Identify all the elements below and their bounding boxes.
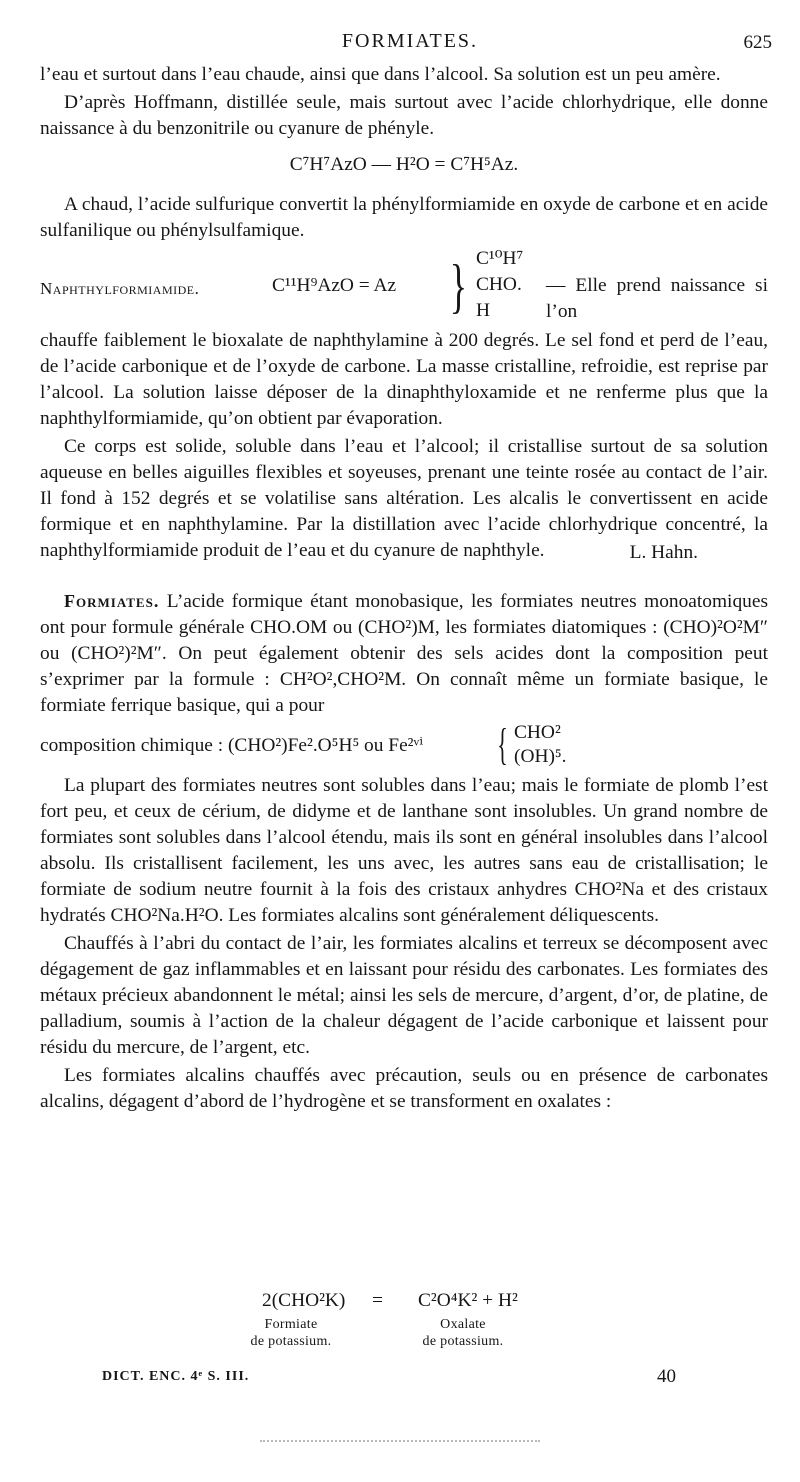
- running-title: FORMIATES.: [341, 30, 479, 52]
- paragraph: Ce corps est solide, soluble dans l’eau et l’alcool; il cristallise surtout de sa solution aqueuse en belles aiguilles flexibles et soyeuses, prenant une teinte rosée au contact de l’air. Il fond à 152 degrés et se volatilise sans altération. Les alcalis le convertissent en acide formique et en naphthylamine. Par la distillation avec l’acide chlorhydrique concentré, la naphthylformiamide produit de l’eau et du cyanure de naphthyle.: [40, 436, 768, 561]
- naphthylformiamide-entry: [40, 246, 768, 328]
- page-header: [40, 30, 780, 58]
- formula-group: C¹⁰H⁷: [476, 248, 524, 269]
- equation-sign: =: [372, 1290, 383, 1311]
- entry-intro-text: — Elle prend naissance si l’on: [546, 275, 768, 322]
- brace: {: [497, 720, 508, 769]
- equation-left: 2(CHO²K): [262, 1290, 346, 1311]
- formula-group: CHO²: [514, 722, 561, 743]
- brace: }: [449, 253, 468, 319]
- formula-benzonitrile: C⁷H⁷AzO — H²O = C⁷H⁵Az.: [289, 154, 519, 175]
- caption-line: de potassium.: [250, 1334, 332, 1349]
- paragraph: Chauffés à l’abri du contact de l’air, les formiates alcalins et terreux se décomposent avec dégagement de gaz inflammables et en laissant pour résidu des carbonates. Les formiates des métaux précieux abandonnent le métal; ainsi les sels de mercure, d’argent, d’or, de platine, de palladium, soumis à l’action de la chaleur dégagent de l’acide carbonique et laissent pour résidu du mercure, de l’argent, etc.: [40, 933, 768, 1058]
- footer-sheet-number: 40: [657, 1366, 676, 1387]
- entry-formula: C¹¹H⁹AzO = Az: [272, 275, 397, 296]
- composition-text: composition chimique : (CHO²)Fe².O⁵H⁵ ou Fe²ᵛⁱ: [40, 735, 424, 756]
- section-heading: Formiates.: [64, 591, 160, 611]
- oxalate-equation: [220, 1290, 540, 1354]
- section-text: L’acide formique étant monobasique, les formiates neutres monoatomiques ont pour formule générale CHO.OM ou (CHO²)M, les formiates diatomiques : (CHO)²O²M″ ou (CHO²)²M″. On peut également obtenir des sels acides dont la composition peut s’exprimer par la formule : CH²O²,CHO²M. On connaît même un formiate basique, le formiate ferrique basique, qui a pour: [40, 591, 768, 716]
- formula-group: CHO.: [476, 274, 522, 295]
- entry-heading: Naphthylformiamide.: [40, 279, 200, 298]
- bleed-marks: [260, 1440, 540, 1448]
- formula-group: (OH)⁵.: [514, 746, 567, 767]
- section-formiates: [40, 588, 768, 719]
- paragraph: D’après Hoffmann, distillée seule, mais surtout avec l’acide chlorhydrique, elle donne naissance à du benzonitrile ou cyanure de phényle.: [40, 92, 768, 139]
- footer-signature: DICT. ENC. 4ᵉ S. III.: [102, 1369, 250, 1384]
- author-signature: L. Hahn.: [629, 542, 698, 563]
- caption-oxalate: [398, 1316, 528, 1350]
- body-text: [40, 62, 768, 1117]
- paragraph: A chaud, l’acide sulfurique convertit la phénylformiamide en oxyde de carbone et en acide sulfanilique ou phénylsulfamique.: [40, 194, 768, 241]
- caption-formiate: [226, 1316, 356, 1350]
- caption-line: de potassium.: [422, 1334, 504, 1349]
- page-number: 625: [743, 32, 772, 53]
- paragraph: chauffe faiblement le bioxalate de naphthylamine à 200 degrés. Le sel fond et perd de l’eau, de l’acide carbonique et de l’oxyde de carbone. La masse cristalline, refroidie, est reprise par l’alcool. La solution laisse déposer de la dinaphthyloxamide et ne renferme plus que la naphthylformiamide, qu’on obtient par évaporation.: [40, 330, 768, 429]
- formula-groups: [514, 721, 567, 769]
- caption-line: Oxalate: [440, 1317, 486, 1332]
- formula-groups: [476, 246, 523, 324]
- composition-line: [40, 721, 768, 773]
- paragraph: l’eau et surtout dans l’eau chaude, ainsi que dans l’alcool. Sa solution est un peu amère.: [40, 64, 721, 85]
- formula-group: H: [476, 300, 491, 321]
- equation-right: C²O⁴K² + H²: [418, 1290, 518, 1311]
- paragraph: Les formiates alcalins chauffés avec précaution, seuls ou en présence de carbonates alcalins, dégagent d’abord de l’hydrogène et se transforment en oxalates :: [40, 1065, 768, 1112]
- paragraph: La plupart des formiates neutres sont solubles dans l’eau; mais le formiate de plomb l’est fort peu, et ceux de cérium, de didyme et de lanthane sont insolubles. Un grand nombre de formiates sont solubles dans l’alcool étendu, mais ils sont en général insolubles dans l’alcool absolu. Ils cristallisent facilement, les uns avec, les autres sans eau de cristallisation; le formiate de sodium neutre fournit à la fois des cristaux anhydres CHO²Na et des cristaux hydratés CHO²Na.H²O. Les formiates alcalins sont généralement déliquescents.: [40, 775, 768, 926]
- caption-line: Formiate: [264, 1317, 318, 1332]
